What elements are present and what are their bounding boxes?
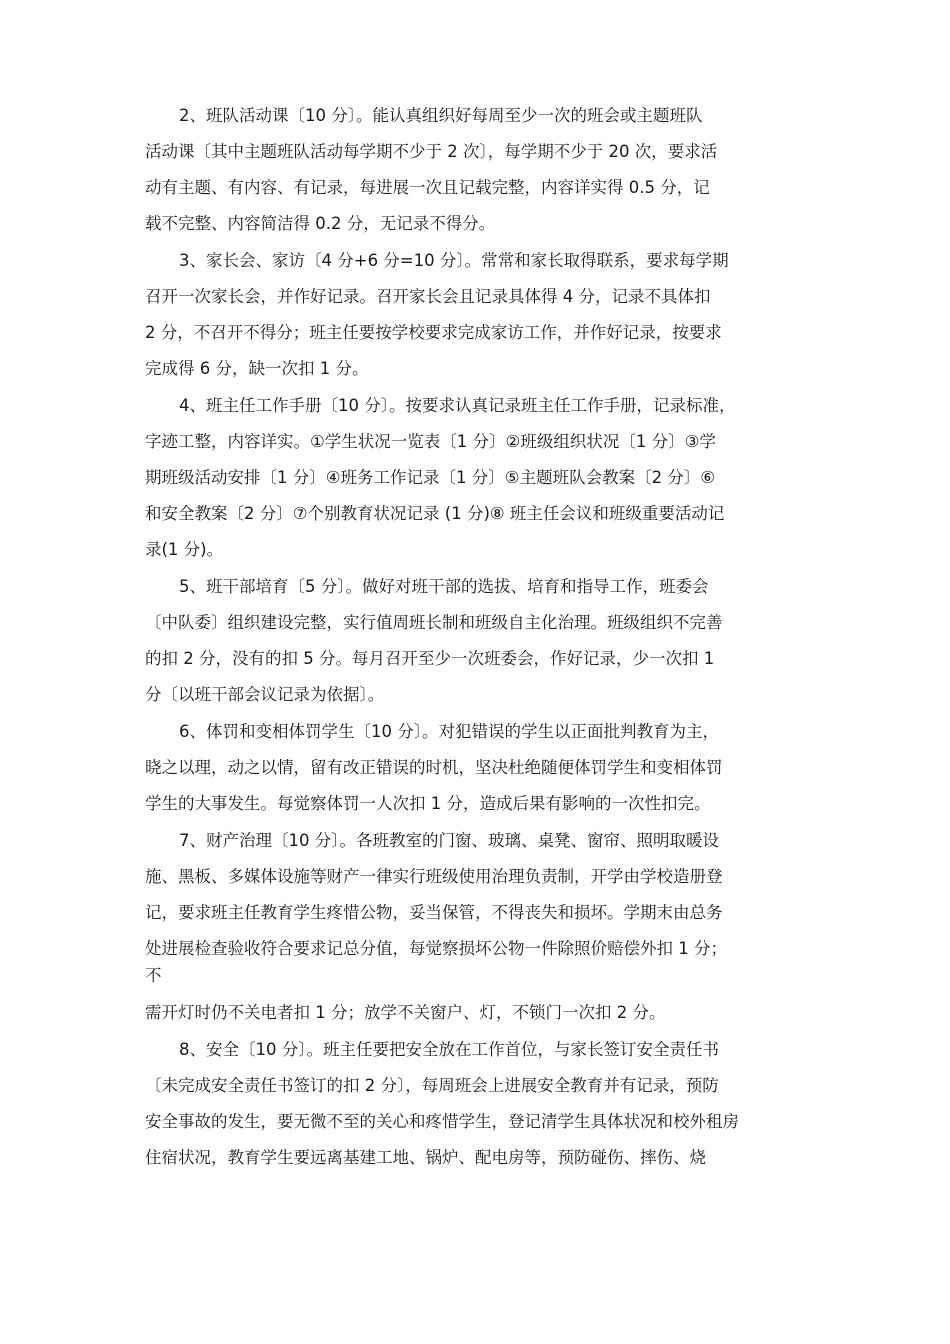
paragraph-cadre-line: 〔中队委〕组织建设完整，实行值周班长制和班级自主化治理。班级组织不完善 [145, 613, 723, 632]
paragraph-class-activity-line: 载不完整、内容简洁得 0.2 分，无记录不得分。 [145, 214, 496, 233]
paragraph-cadre-line: 分〔以班干部会议记录为依据〕。 [145, 685, 385, 704]
paragraph-handbook-line: 4、班主任工作手册〔10 分〕。按要求认真记录班主任工作手册，记录标准， [179, 396, 736, 415]
paragraph-property-line: 7、财产治理〔10 分〕。各班教室的门窗、玻璃、桌凳、窗帘、照明取暖设 [179, 831, 719, 850]
paragraph-handbook-line: 和安全教案〔2 分〕⑦个别教育状况记录 (1 分)⑧ 班主任会议和班级重要活动记 [145, 504, 725, 523]
paragraph-property-line: 处进展检查验收符合要求记总分值，每觉察损坏公物一件除照价赔偿外扣 1 分； [145, 939, 727, 958]
paragraph-punishment-line: 6、体罚和变相体罚学生〔10 分〕。对犯错误的学生以正面批判教育为主， [179, 722, 719, 741]
paragraph-class-activity-line: 活动课〔其中主题班队活动每学期不少于 2 次〕，每学期不少于 20 次，要求活 [145, 142, 718, 161]
paragraph-punishment-line: 晓之以理，动之以情，留有改正错误的时机，坚决杜绝随便体罚学生和变相体罚 [145, 758, 723, 777]
paragraph-parent-meeting-line: 2 分，不召开不得分；班主任要按学校要求完成家访工作，并作好记录，按要求 [145, 323, 722, 342]
paragraph-property-line: 需开灯时仍不关电者扣 1 分；放学不关窗户、灯，不锁门一次扣 2 分。 [145, 1003, 666, 1022]
paragraph-property-line: 施、黑板、多媒体设施等财产一律实行班级使用治理负责制，开学由学校造册登 [145, 867, 723, 886]
paragraph-property-line: 记，要求班主任教育学生疼惜公物，妥当保管，不得丧失和损坏。学期末由总务 [145, 903, 723, 922]
paragraph-parent-meeting-line: 3、家长会、家访〔4 分+6 分=10 分〕。常常和家长取得联系，要求每学期 [179, 251, 729, 270]
paragraph-safety-line: 住宿状况，教育学生要远离基建工地、锅炉、配电房等，预防碰伤、摔伤、烧 [145, 1148, 706, 1167]
paragraph-class-activity-line: 动有主题、有内容、有记录，每进展一次且记载完整，内容详实得 0.5 分，记 [145, 178, 710, 197]
paragraph-safety-line: 8、安全〔10 分〕。班主任要把安全放在工作首位，与家长签订安全责任书 [179, 1040, 719, 1059]
paragraph-cadre-line: 的扣 2 分，没有的扣 5 分。每月召开至少一次班委会，作好记录，少一次扣 1 [145, 649, 715, 668]
paragraph-parent-meeting-line: 完成得 6 分，缺一次扣 1 分。 [145, 359, 369, 378]
paragraph-safety-line: 安全事故的发生，要无微不至的关心和疼惜学生，登记清学生具体状况和校外租房 [145, 1112, 739, 1131]
paragraph-class-activity-line: 2、班队活动课〔10 分〕。能认真组织好每周至少一次的班会或主题班队 [179, 106, 703, 125]
paragraph-parent-meeting-line: 召开一次家长会，并作好记录。召开家长会且记录具体得 4 分，记录不具体扣 [145, 287, 711, 306]
paragraph-handbook-line: 期班级活动安排〔1 分〕④班务工作记录〔1 分〕⑤主题班队会教案〔2 分〕⑥ [145, 468, 716, 487]
paragraph-punishment-line: 学生的大事发生。每觉察体罚一人次扣 1 分，造成后果有影响的一次性扣完。 [145, 794, 711, 813]
paragraph-property-line: 不 [145, 966, 162, 985]
paragraph-handbook-line: 字迹工整，内容详实。①学生状况一览表〔1 分〕②班级组织状况〔1 分〕③学 [145, 432, 716, 451]
paragraph-handbook-line: 录(1 分)。 [145, 540, 224, 559]
paragraph-cadre-line: 5、班干部培育〔5 分〕。做好对班干部的选拔、培育和指导工作，班委会 [179, 577, 709, 596]
paragraph-safety-line: 〔未完成安全责任书签订的扣 2 分〕，每周班会上进展安全教育并有记录，预防 [145, 1076, 719, 1095]
